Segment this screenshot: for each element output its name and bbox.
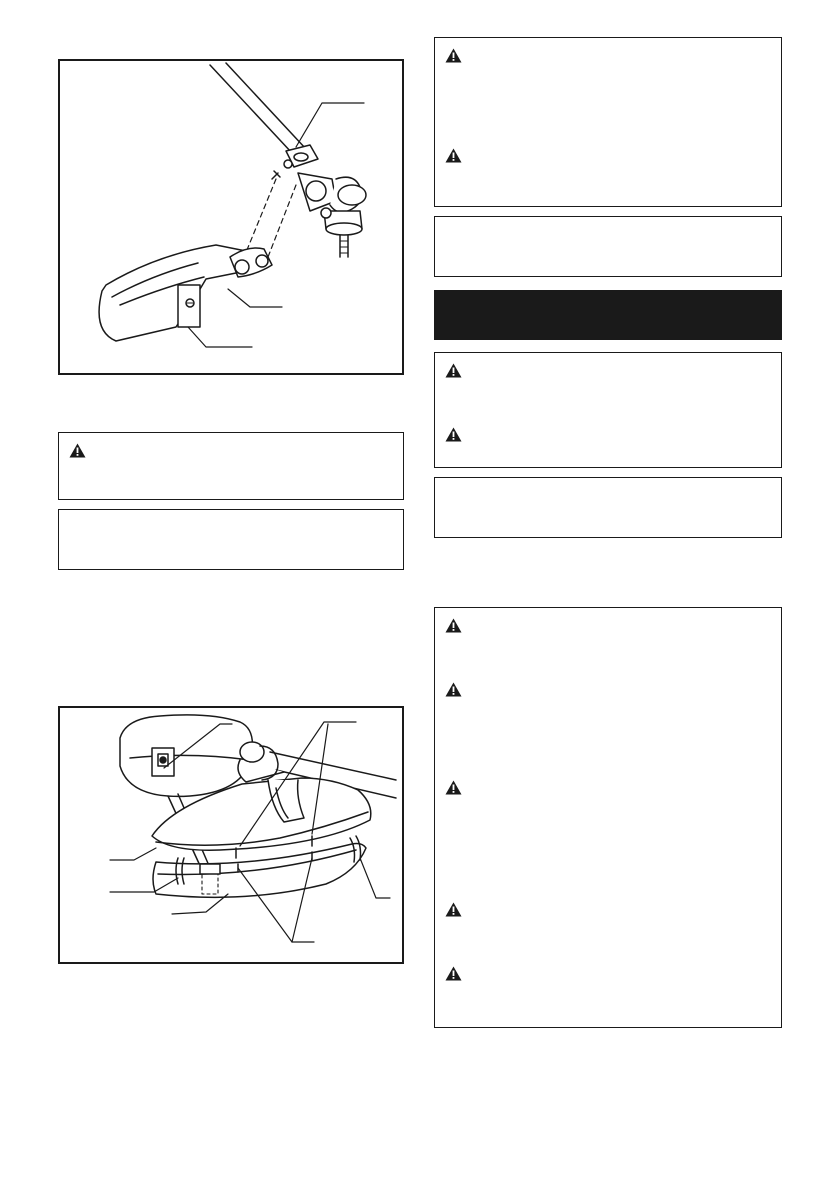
notice-box-right-2: [434, 477, 782, 538]
warning-triangle-icon: [445, 966, 462, 981]
warning-triangle-icon: [445, 780, 462, 795]
figure-guard-installation: [58, 59, 404, 375]
warning-triangle-icon: [445, 48, 462, 63]
warning-triangle-icon: [445, 682, 462, 697]
section-heading-bar: [434, 290, 782, 340]
warning-triangle-icon: [445, 618, 462, 633]
warning-triangle-icon: [445, 148, 462, 163]
guard-installation-illustration: [60, 61, 402, 373]
warning-triangle-icon: [445, 363, 462, 378]
warning-box-right-3: [434, 607, 782, 1028]
warning-triangle-icon: [69, 443, 86, 458]
warning-triangle-icon: [445, 427, 462, 442]
warning-box-right-1: [434, 37, 782, 207]
guard-extension-illustration: [60, 708, 402, 962]
warning-box-left: [58, 432, 404, 500]
notice-box-right-1: [434, 216, 782, 277]
figure-guard-extension: [58, 706, 404, 964]
notice-box-left: [58, 509, 404, 570]
warning-box-right-2: [434, 352, 782, 468]
warning-triangle-icon: [445, 902, 462, 917]
